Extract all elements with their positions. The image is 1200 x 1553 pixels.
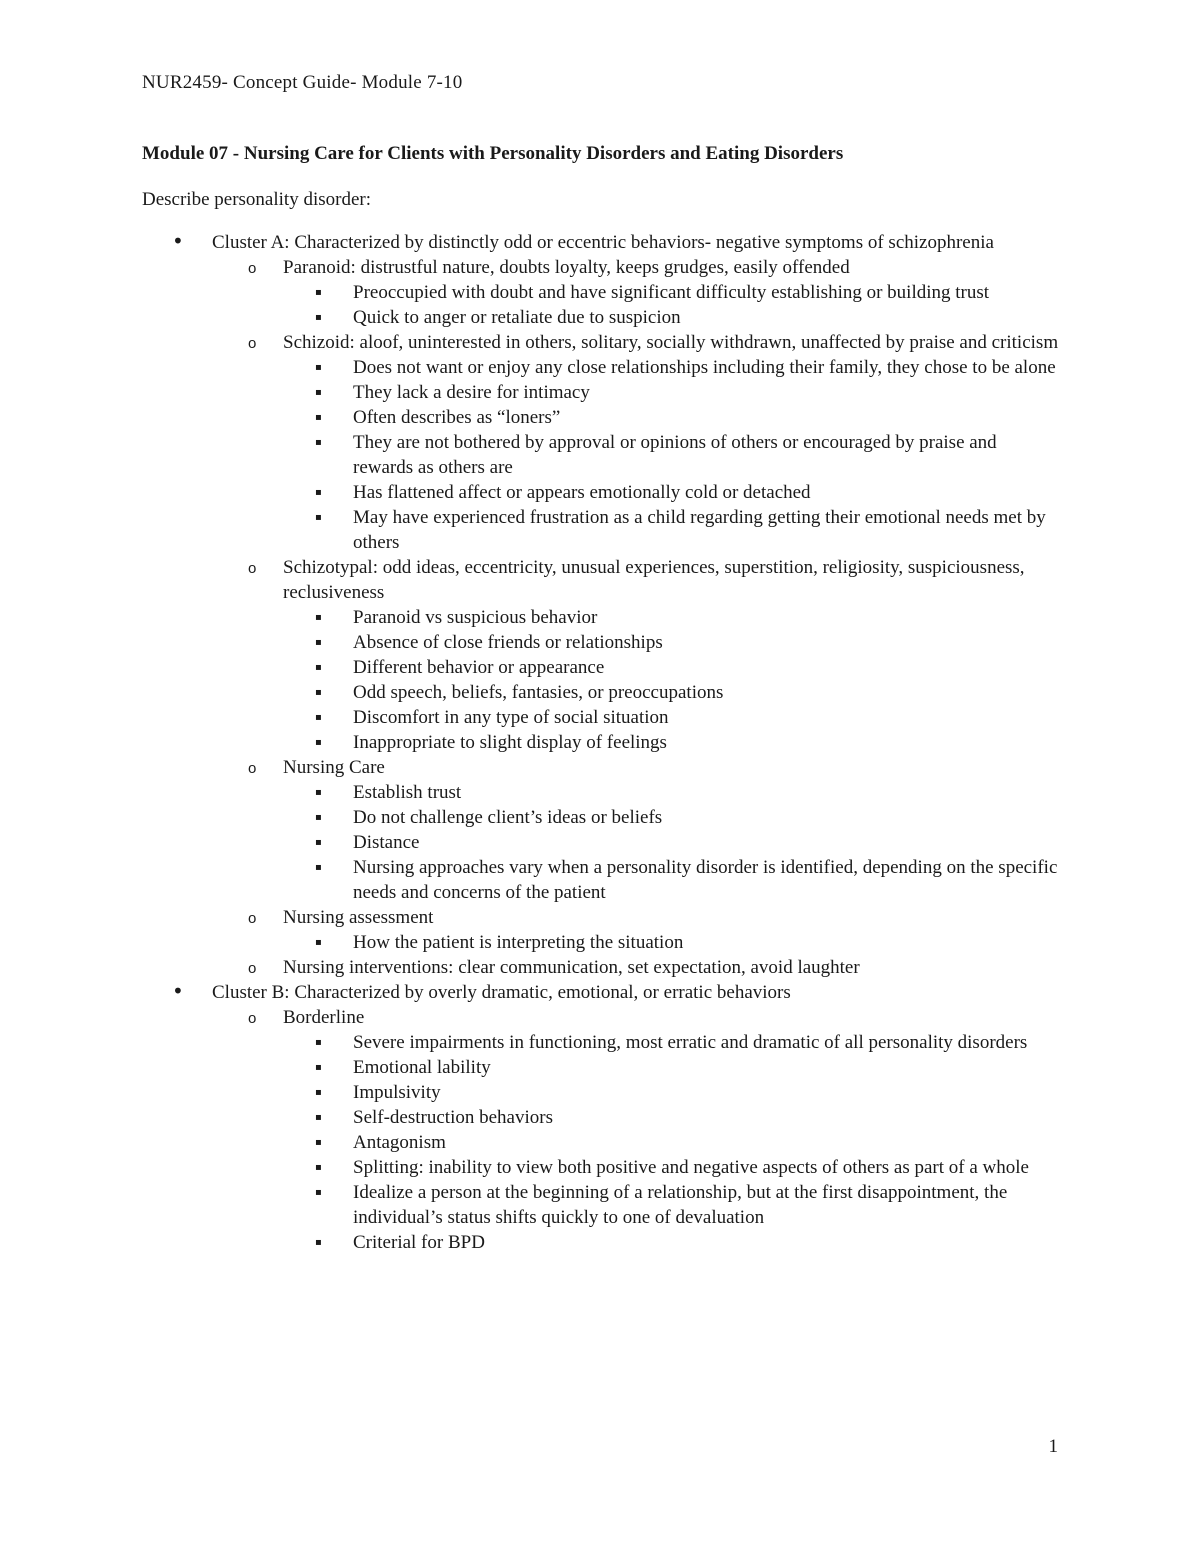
outline-item-text: Cluster A: Characterized by distinctly odd or eccentric behaviors- negative symptoms of schizophrenia [212, 232, 994, 253]
outline-item-level-3 [0, 380, 1200, 405]
bullet-square-icon: ▪ [315, 612, 322, 623]
outline-item-level-3 [0, 430, 1200, 480]
outline-item-level-3 [0, 630, 1200, 655]
outline-item-text: Paranoid: distrustful nature, doubts loyalty, keeps grudges, easily offended [283, 257, 850, 278]
bullet-disc-icon: • [172, 229, 184, 253]
outline-item-level-3 [0, 805, 1200, 830]
outline-item-level-3 [0, 480, 1200, 505]
outline-item-text: Absence of close friends or relationships [353, 632, 663, 653]
outline-item-text: Often describes as “loners” [353, 407, 561, 428]
bullet-circle-icon: o [248, 960, 257, 977]
bullet-square-icon: ▪ [315, 712, 322, 723]
bullet-circle-icon: o [248, 760, 257, 777]
outline-item-text: Splitting: inability to view both positive and negative aspects of others as part of a whole [353, 1157, 1029, 1178]
bullet-square-icon: ▪ [315, 287, 322, 298]
outline-item-level-3 [0, 780, 1200, 805]
outline-item-text: Quick to anger or retaliate due to suspicion [353, 307, 681, 328]
outline-item-text: Odd speech, beliefs, fantasies, or preoccupations [353, 682, 724, 703]
outline-item-text: Nursing Care [283, 757, 385, 778]
outline-item-level-3 [0, 1105, 1200, 1130]
bullet-square-icon: ▪ [315, 812, 322, 823]
bullet-square-icon: ▪ [315, 1162, 322, 1173]
outline-item-level-3 [0, 655, 1200, 680]
outline-item-level-2 [0, 955, 1200, 980]
outline-item-text: Do not challenge client’s ideas or beliefs [353, 807, 663, 828]
outline-item-text: Establish trust [353, 782, 462, 803]
outline-item-level-2 [0, 330, 1200, 355]
bullet-square-icon: ▪ [315, 787, 322, 798]
outline-item-level-3 [0, 1055, 1200, 1080]
outline-item-text: They are not bothered by approval or opinions of others or encouraged by praise and rewards as others are [353, 432, 997, 478]
outline-item-text: May have experienced frustration as a child regarding getting their emotional needs met by others [353, 507, 1046, 553]
bullet-circle-icon: o [248, 1010, 257, 1027]
bullet-square-icon: ▪ [315, 1187, 322, 1198]
bullet-square-icon: ▪ [315, 362, 322, 373]
outline-item-level-3 [0, 355, 1200, 380]
outline-item-level-2 [0, 555, 1200, 605]
bullet-square-icon: ▪ [315, 862, 322, 873]
outline-item-text: Discomfort in any type of social situation [353, 707, 669, 728]
outline-item-text: Distance [353, 832, 420, 853]
outline-item-text: Preoccupied with doubt and have significant difficulty establishing or building trust [353, 282, 990, 303]
outline-item-level-3 [0, 405, 1200, 430]
outline-item-text: Has flattened affect or appears emotionally cold or detached [353, 482, 811, 503]
bullet-square-icon: ▪ [315, 512, 322, 523]
outline-item-level-3 [0, 830, 1200, 855]
bullet-circle-icon: o [248, 260, 257, 277]
bullet-square-icon: ▪ [315, 1137, 322, 1148]
outline-item-text: Does not want or enjoy any close relationships including their family, they chose to be alone [353, 357, 1056, 378]
outline-item-text: They lack a desire for intimacy [353, 382, 590, 403]
outline-item-text: Emotional lability [353, 1057, 491, 1078]
outline-item-level-3 [0, 930, 1200, 955]
outline-item-text: Nursing assessment [283, 907, 434, 928]
outline-item-text: Criterial for BPD [353, 1232, 485, 1253]
intro-text: Describe personality disorder: [142, 189, 371, 210]
outline-item-level-3 [0, 680, 1200, 705]
outline-item-text: Schizoid: aloof, uninterested in others, solitary, socially withdrawn, unaffected by praise and criticism [283, 332, 1059, 353]
outline-item-level-3 [0, 1230, 1200, 1255]
bullet-square-icon: ▪ [315, 487, 322, 498]
bullet-circle-icon: o [248, 335, 257, 352]
outline-item-level-2 [0, 255, 1200, 280]
bullet-disc-icon: • [172, 979, 184, 1003]
outline-item-level-3 [0, 1180, 1200, 1230]
outline-list [0, 230, 1200, 1255]
outline-item-level-2 [0, 905, 1200, 930]
outline-item-level-3 [0, 1080, 1200, 1105]
outline-item-level-1 [0, 980, 1200, 1005]
bullet-square-icon: ▪ [315, 387, 322, 398]
outline-item-level-3 [0, 855, 1200, 905]
outline-item-text: Cluster B: Characterized by overly dramatic, emotional, or erratic behaviors [212, 982, 791, 1003]
bullet-circle-icon: o [248, 560, 257, 577]
outline-item-text: Borderline [283, 1007, 365, 1028]
outline-item-text: Inappropriate to slight display of feelings [353, 732, 667, 753]
page-header: NUR2459- Concept Guide- Module 7-10 [142, 72, 463, 93]
outline-item-text: Idealize a person at the beginning of a relationship, but at the first disappointment, the individual’s status shifts quickly to one of devaluation [353, 1182, 1008, 1228]
outline-item-text: Nursing approaches vary when a personality disorder is identified, depending on the specific needs and concerns of the patient [353, 857, 1058, 903]
outline-item-text: How the patient is interpreting the situation [353, 932, 684, 953]
outline-item-text: Self-destruction behaviors [353, 1107, 553, 1128]
bullet-square-icon: ▪ [315, 737, 322, 748]
outline-item-level-3 [0, 605, 1200, 630]
bullet-square-icon: ▪ [315, 312, 322, 323]
outline-item-level-3 [0, 305, 1200, 330]
bullet-square-icon: ▪ [315, 1087, 322, 1098]
bullet-square-icon: ▪ [315, 637, 322, 648]
outline-item-level-3 [0, 1155, 1200, 1180]
bullet-square-icon: ▪ [315, 837, 322, 848]
bullet-circle-icon: o [248, 910, 257, 927]
bullet-square-icon: ▪ [315, 937, 322, 948]
bullet-square-icon: ▪ [315, 1037, 322, 1048]
outline-item-level-3 [0, 730, 1200, 755]
outline-item-level-3 [0, 1130, 1200, 1155]
outline-item-text: Nursing interventions: clear communication, set expectation, avoid laughter [283, 957, 860, 978]
bullet-square-icon: ▪ [315, 412, 322, 423]
outline-item-level-3 [0, 705, 1200, 730]
outline-item-text: Schizotypal: odd ideas, eccentricity, unusual experiences, superstition, religiosity, suspiciousness, reclusiveness [283, 557, 1025, 603]
outline-item-level-2 [0, 1005, 1200, 1030]
outline-item-level-1 [0, 230, 1200, 255]
bullet-square-icon: ▪ [315, 687, 322, 698]
bullet-square-icon: ▪ [315, 1112, 322, 1123]
outline-item-level-3 [0, 505, 1200, 555]
module-title: Module 07 - Nursing Care for Clients with Personality Disorders and Eating Disorders [142, 143, 844, 164]
page-number: 1 [1048, 1436, 1058, 1457]
bullet-square-icon: ▪ [315, 437, 322, 448]
bullet-square-icon: ▪ [315, 662, 322, 673]
outline-item-level-3 [0, 1030, 1200, 1055]
outline-item-text: Antagonism [353, 1132, 446, 1153]
outline-item-text: Impulsivity [353, 1082, 441, 1103]
outline-item-level-2 [0, 755, 1200, 780]
outline-item-text: Paranoid vs suspicious behavior [353, 607, 598, 628]
bullet-square-icon: ▪ [315, 1237, 322, 1248]
outline-item-level-3 [0, 280, 1200, 305]
outline-item-text: Severe impairments in functioning, most erratic and dramatic of all personality disorders [353, 1032, 1028, 1053]
outline-item-text: Different behavior or appearance [353, 657, 605, 678]
bullet-square-icon: ▪ [315, 1062, 322, 1073]
